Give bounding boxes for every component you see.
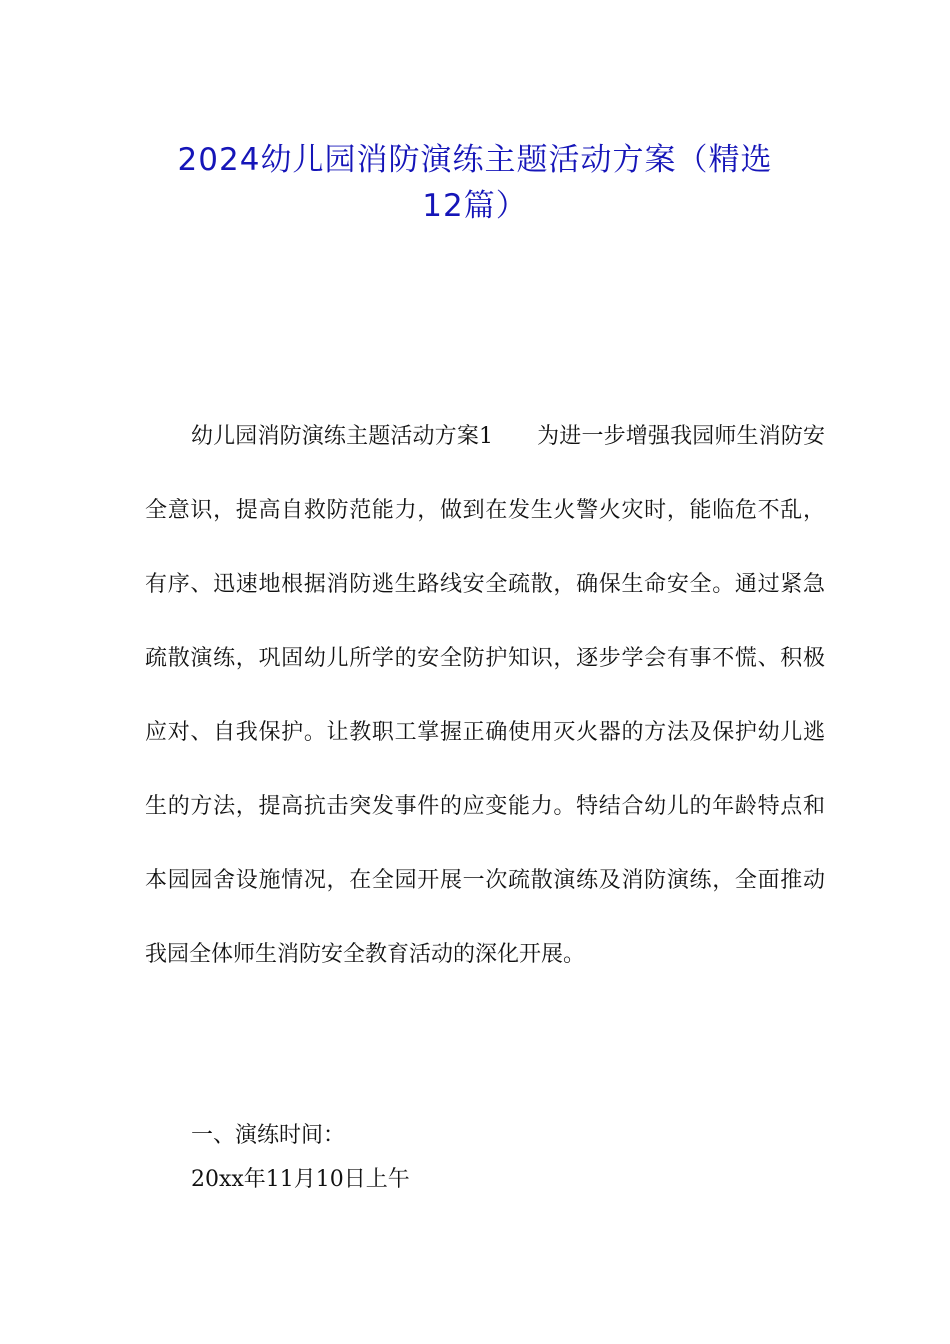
intro-paragraph <box>145 400 825 992</box>
plan-1-heading: 幼儿园消防演练主题活动方案1 <box>191 424 493 449</box>
drill-time-value: 20xx年11月10日上午 <box>191 1167 410 1192</box>
document-title-line-2: 12篇） <box>422 188 528 224</box>
plan-1-body: 为进一步增强我园师生消防安全意识，提高自救防范能力，做到在发生火警火灾时，能临危不乱，有序、迅速地根据消防逃生路线安全疏散，确保生命安全。通过紧急疏散演练，巩固幼儿所学的安全防护知识，逐步学会有事不慌、积极应对、自我保护。让教职工掌握正确使用灭火器的方法及保护幼儿逃生的方法，提高抗击突发事件的应变能力。特结合幼儿的年龄特点和本园园舍设施情况，在全园开展一次疏散演练及消防演练，全面推动我园全体师生消防安全教育活动的深化开展。 <box>145 424 825 967</box>
document-title-line-1: 2024幼儿园消防演练主题活动方案（精选 <box>177 142 773 178</box>
drill-time-heading: 一、演练时间： <box>191 1123 346 1148</box>
